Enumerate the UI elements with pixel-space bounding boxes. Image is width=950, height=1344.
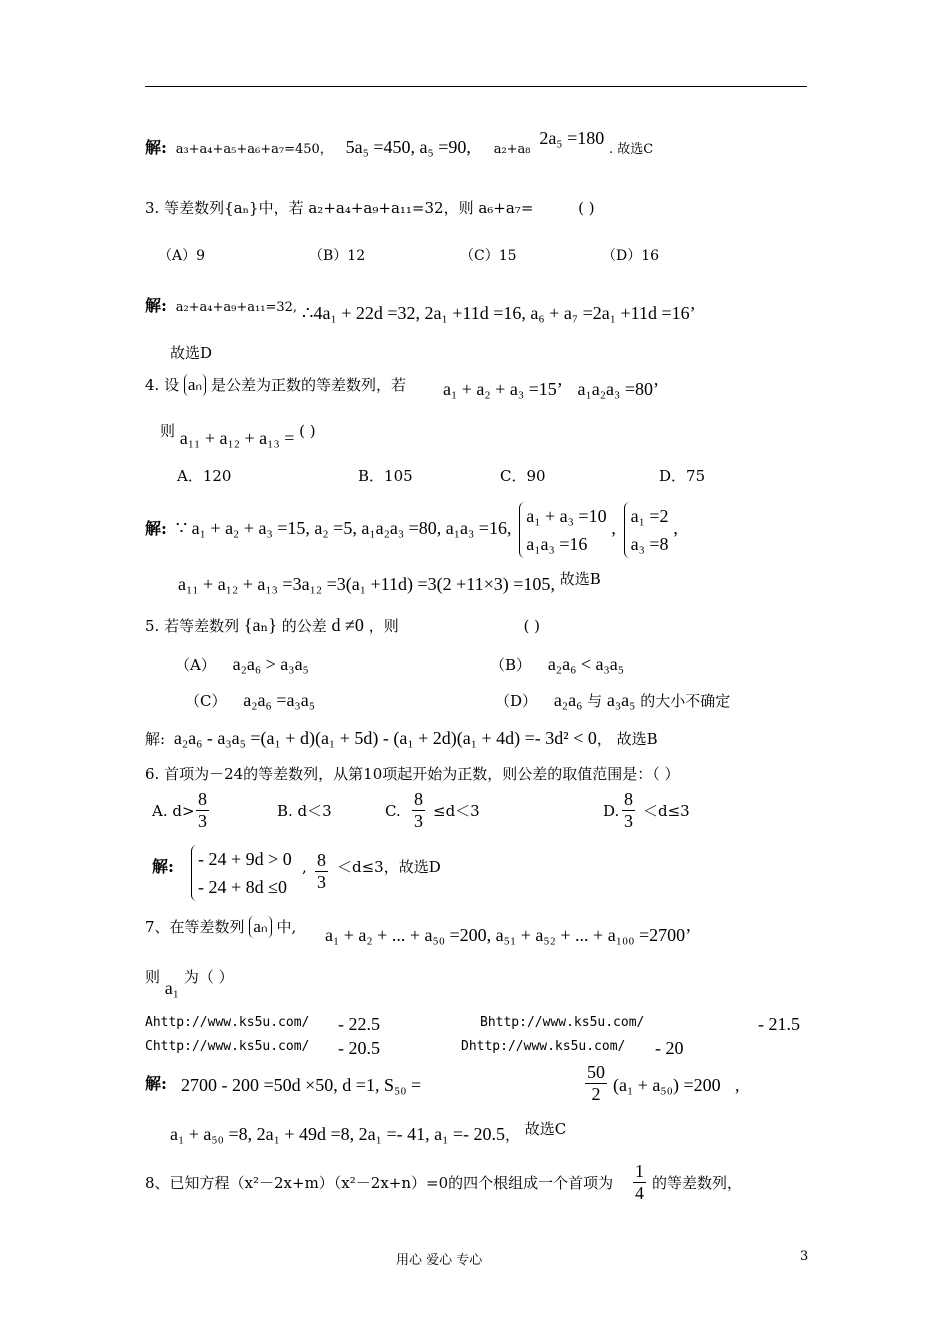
option-expr: a₂a₆ > a₃a₅ — [232, 654, 309, 674]
question-text: 4. 设 — [145, 376, 180, 394]
question-text: 5. 若等差数列 — [145, 617, 240, 635]
sequence-set: {aₙ} — [243, 615, 277, 635]
equation-system — [519, 502, 606, 558]
fraction: $\frac{8}{3}$ — [317, 850, 326, 892]
variable: a₁ — [164, 978, 180, 998]
question-text: 3. 等差数列{aₙ}中，若 a₂+a₄+a₉+a₁₁=32，则 a₆+a₇= — [145, 199, 534, 217]
option-label: （C） — [185, 692, 227, 710]
q7-option-d-val: - 20 — [655, 1038, 684, 1058]
answer-choice: 故选C — [524, 1120, 567, 1138]
sequence-set: aₙ — [249, 916, 271, 938]
option-d: ＜d≤3 — [643, 802, 690, 820]
q7-condition: a₁ + a₂ + ... + a₅₀ =200, a₅₁ + a₅₂ + ... + a₁₀₀ =2700’ — [325, 925, 692, 945]
option-a: A. d> — [152, 802, 195, 820]
sum-text: a₂+a₄+a₉+a₁₁=32, — [175, 300, 298, 315]
option-c-label: C. — [385, 802, 401, 820]
question-text: 中, — [276, 918, 297, 936]
equation: 2a₅ =180 — [539, 128, 605, 148]
fraction: $\frac{8}{3}$ — [198, 789, 207, 831]
condition: a₁ + a₂ + ... + a₅₀ =200, a₅₁ + a₅₂ + ... + a₁₀₀ =2700 — [325, 925, 686, 945]
q5-option-c — [185, 690, 315, 711]
answer-paren: ( ) — [578, 199, 595, 217]
solution-label: 解: — [145, 1074, 167, 1093]
page-number: 3 — [800, 1249, 809, 1264]
option-b: （B）12 — [309, 248, 366, 264]
answer-choice: ＜d≤3，故选D — [337, 858, 441, 876]
option-label: （A） — [175, 656, 216, 674]
header-rule — [145, 86, 807, 87]
condition: a₁ + a₂ + a₃ =15 — [443, 379, 557, 399]
q4-conditions: a₁ + a₂ + a₃ =15’ a₁a₂a₃ =80’ — [443, 379, 659, 399]
q4-line2 — [160, 420, 316, 448]
option-a: A．120 — [177, 467, 232, 485]
solution-label: 解: — [145, 730, 166, 748]
question-text: 则 — [160, 422, 176, 440]
question-text: 则 — [145, 968, 161, 986]
q5-option-d — [495, 690, 730, 711]
q4-solution: 解: ∵ a₁ + a₂ + a₃ =15, a₂ =5, a₁a₂a₃ =80, a₁a₃ =16, a₁ + a₃ =10 a₁a₃ =16 , a₁ =2 a₃ =8 , — [145, 500, 678, 560]
q3-solution-math: ∴4a₁ + 22d =32, 2a₁ +11d =16, a₆ + a₇ =2a₁ +11d =16’ — [302, 303, 696, 323]
option-d: （D）16 — [602, 248, 660, 264]
footer-text: 用心 爱心 专心 — [396, 1253, 483, 1268]
option-c: （C）15 — [460, 248, 517, 264]
q3-solution — [145, 296, 297, 318]
q7-option-b-val: - 21.5 — [758, 1014, 800, 1034]
q5-question — [145, 615, 540, 636]
solution-label: 解: — [152, 857, 174, 876]
option-text: 的大小不确定 — [640, 692, 731, 710]
fraction: $\frac{8}{3}$ — [624, 789, 633, 831]
q7-option-c-text: Chttp://www.ks5u.com/ — [145, 1039, 310, 1054]
system-row: a₁ =2 — [630, 506, 669, 526]
question-text: 8、已知方程（x²－2x+m）（x²－2x+n）=0的四个根组成一个首项为 — [145, 1174, 614, 1192]
question-text: 为（ ） — [183, 968, 234, 986]
q5-option-b — [490, 654, 624, 675]
option-label: （B） — [490, 656, 532, 674]
q4-solution-line2: a₁₁ + a₁₂ + a₁₃ =3a₁₂ =3(a₁ +11d) =3(2 +11×3) =105, 故选B — [178, 570, 601, 594]
question-text: 的公差 — [281, 617, 327, 635]
sum-text: a₃+a₄+a₅+a₆+a₇=450， — [175, 142, 333, 157]
question-text: 是公差为正数的等差数列，若 — [210, 376, 406, 394]
option-expr: a₂a₆ < a₃a₅ — [547, 654, 625, 674]
option-expr: a₃a₅ — [606, 690, 636, 710]
fraction: $\frac{8}{3}$ — [414, 789, 423, 831]
solution-label: 解: — [145, 519, 167, 538]
equation: (a₁ + a₅₀) =200 — [613, 1075, 721, 1095]
answer-choice: 故选B — [616, 730, 658, 748]
equation-system — [624, 502, 669, 558]
equation: ∵ a₁ + a₂ + a₃ =15, a₂ =5, a₁a₂a₃ =80, a₁a₃ =16, — [175, 518, 512, 538]
solution-label: 解: — [145, 138, 167, 157]
question-text: 的等差数列， — [652, 1174, 743, 1192]
equation-system — [191, 845, 292, 901]
sum-text: a₂+a₈ — [493, 142, 531, 157]
q4-question — [145, 374, 406, 396]
solution-label: 解: — [145, 296, 167, 315]
question-text: ，则 — [368, 617, 399, 635]
q2-solution — [145, 128, 654, 160]
condition: d ≠0 — [331, 615, 364, 635]
system-row: a₃ =8 — [630, 534, 669, 554]
question-text: 7、在等差数列 — [145, 918, 245, 936]
equation: a₁₁ + a₁₂ + a₁₃ =3a₁₂ =3(a₁ +11d) =3(2 +11×3) =105 — [178, 574, 551, 594]
option-b: B. d＜3 — [277, 802, 332, 820]
q7-option-a-val: - 22.5 — [338, 1014, 380, 1034]
q7-solution-line2: a₁ + a₅₀ =8, 2a₁ + 49d =8, 2a₁ =- 41, a₁ =- 20.5， 故选C — [170, 1120, 567, 1144]
option-a: （A）9 — [158, 248, 206, 264]
expression: a₁₁ + a₁₂ + a₁₃ = — [179, 428, 295, 448]
q7-line2 — [145, 966, 234, 998]
answer-choice: . 故选C — [609, 142, 654, 157]
equation: a₁ + a₅₀ =8, 2a₁ + 49d =8, 2a₁ =- 41, a₁ =- 20.5 — [170, 1124, 505, 1144]
answer-paren: ( ) — [299, 422, 316, 440]
answer-choice: 故选D — [170, 344, 213, 362]
equation: ∴4a₁ + 22d =32, 2a₁ +11d =16, a₆ + a₇ =2a₁ +11d =16 — [302, 303, 690, 323]
system-row: - 24 + 9d > 0 — [198, 849, 292, 869]
system-row: - 24 + 8d ≤0 — [198, 877, 288, 897]
question-text: 6. 首项为－24的等差数列，从第10项起开始为正数，则公差的取值范围是：（ ） — [145, 765, 680, 783]
q7-option-a-text: Ahttp://www.ks5u.com/ — [145, 1015, 310, 1030]
q3-question — [145, 198, 595, 218]
q7-option-d-text: Dhttp://www.ks5u.com/ — [461, 1039, 626, 1054]
fraction: $\frac{50}{2}$ — [587, 1062, 605, 1104]
option-b: B．105 — [358, 467, 413, 485]
option-d-label: D. — [603, 802, 620, 820]
sequence-set: aₙ — [184, 374, 206, 396]
option-c: ≤d＜3 — [433, 802, 480, 820]
system-row: a₁a₃ =16 — [526, 534, 588, 554]
fraction: $\frac{1}{4}$ — [635, 1161, 644, 1203]
answer-choice: 故选B — [559, 570, 601, 588]
option-label: （D） — [495, 692, 538, 710]
option-c: C．90 — [500, 467, 546, 485]
equation: 5a₅ =450, a₅ =90, — [345, 137, 471, 157]
system-row: a₁ + a₃ =10 — [526, 506, 607, 526]
q7-option-b-text: Bhttp://www.ks5u.com/ — [480, 1015, 645, 1030]
q5-option-a — [175, 654, 309, 675]
answer-paren: ( ) — [523, 617, 540, 635]
option-text: 与 — [587, 692, 603, 710]
equation: a₂a₆ - a₃a₅ =(a₁ + d)(a₁ + 5d) - (a₁ + 2d)(a₁ + 4d) =- 3d² < 0 — [173, 728, 597, 748]
q6-question — [145, 764, 680, 784]
condition: a₁a₂a₃ =80 — [577, 379, 653, 399]
q3-choice — [170, 343, 212, 363]
q5-solution: 解: a₂a₆ - a₃a₅ =(a₁ + d)(a₁ + 5d) - (a₁ + 2d)(a₁ + 4d) =- 3d² < 0， 故选B — [145, 728, 658, 748]
q7-option-c-val: - 20.5 — [338, 1038, 380, 1058]
option-expr: a₂a₆ — [553, 690, 583, 710]
q7-question — [145, 916, 296, 938]
equation: 2700 - 200 =50d ×50, d =1, S₅₀ = — [181, 1075, 422, 1095]
option-d: D．75 — [659, 467, 706, 485]
option-expr: a₂a₆ =a₃a₅ — [243, 690, 315, 710]
